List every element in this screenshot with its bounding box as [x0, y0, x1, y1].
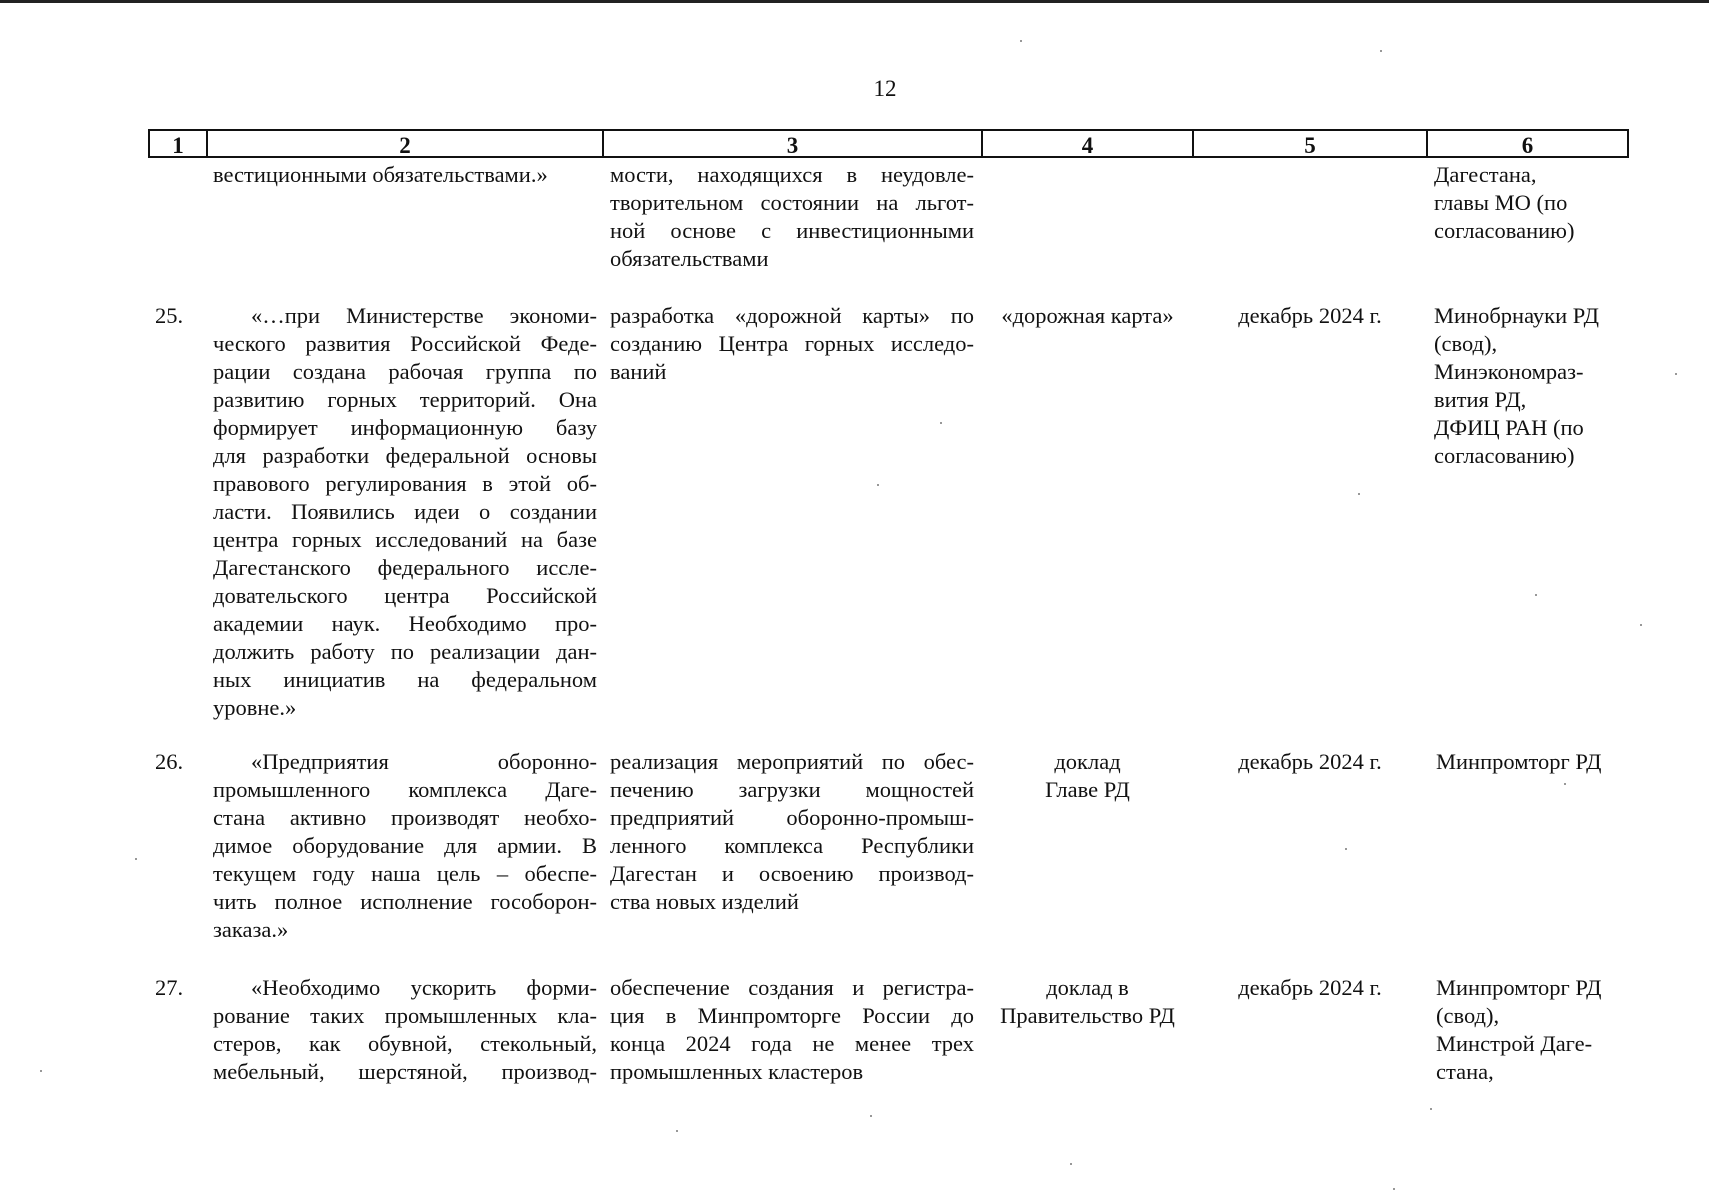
scan-speck	[40, 1070, 42, 1072]
text-line: обеспечение создания и регистра-	[610, 975, 974, 1000]
text-line: вития РД,	[1434, 387, 1527, 412]
row-result	[985, 748, 1190, 804]
text-line: «Необходимо ускорить форми-	[251, 975, 597, 1000]
text-line: стеров, как обувной, стекольный,	[213, 1031, 597, 1056]
text-line: текущем году наша цель – обеспе-	[213, 861, 597, 886]
text-line: развитию горных территорий. Она	[213, 387, 597, 412]
scan-speck	[1070, 1163, 1072, 1165]
row-measure	[610, 302, 974, 386]
row-result	[985, 302, 1190, 330]
text-line: Дагестана,	[1434, 162, 1537, 187]
text-line: творительном состоянии на льгот-	[610, 190, 974, 215]
scan-speck	[1393, 1188, 1395, 1190]
header-col-2: 2	[206, 129, 602, 158]
scan-speck	[1358, 493, 1360, 495]
scan-speck	[940, 422, 942, 424]
text-line: ческого развития Российской Феде-	[213, 331, 597, 356]
text-line: стана,	[1436, 1059, 1494, 1084]
text-line: центра горных исследований на базе	[213, 527, 597, 552]
scan-speck	[1020, 40, 1022, 42]
row-responsible	[1436, 974, 1631, 1086]
scan-speck	[676, 1130, 678, 1132]
text-line: правового регулирования в этой об-	[213, 471, 597, 496]
text-line: должить работу по реализации дан-	[213, 639, 597, 664]
row-measure	[610, 974, 974, 1086]
row-result	[985, 974, 1190, 1030]
text-line: ных инициатив на федеральном	[213, 667, 597, 692]
header-col-6: 6	[1426, 129, 1629, 158]
text-line: рации создана рабочая группа по	[213, 359, 597, 384]
row-responsible	[1434, 302, 1629, 470]
text-line: промышленных кластеров	[610, 1059, 864, 1084]
scan-speck	[877, 484, 879, 486]
row-number: 27.	[155, 975, 184, 1000]
text-line: согласованию)	[1434, 218, 1575, 243]
text-line: Главе РД	[1045, 777, 1130, 802]
text-line: Дагестанского федерального иссле-	[213, 555, 597, 580]
text-line: печению загрузки мощностей	[610, 777, 974, 802]
text-line: «Предприятия оборонно-	[251, 749, 597, 774]
text-line: (свод),	[1436, 1003, 1500, 1028]
text-line: ной основе с инвестиционными	[610, 218, 974, 243]
text-line: Минпромторг РД	[1436, 975, 1602, 1000]
text-line: вестиционными обязательствами.»	[213, 162, 548, 187]
row-measure	[610, 748, 974, 916]
text-line: декабрь 2024 г.	[1238, 303, 1382, 328]
text-line: димое оборудование для армии. В	[213, 833, 597, 858]
text-line: ДФИЦ РАН (по	[1434, 415, 1584, 440]
header-col-1: 1	[148, 129, 206, 158]
row-quote	[213, 974, 597, 1086]
scan-speck	[1564, 783, 1566, 785]
text-line: рование таких промышленных кла-	[213, 1003, 597, 1028]
text-line: (свод),	[1434, 331, 1498, 356]
row-deadline	[1196, 302, 1424, 330]
continuation-measure	[610, 161, 974, 273]
text-line: Дагестан и освоению производ-	[610, 861, 974, 886]
text-line: промышленного комплекса Даге-	[213, 777, 597, 802]
text-line: Правительство РД	[1000, 1003, 1175, 1028]
row-deadline	[1196, 974, 1424, 1002]
text-line: ваний	[610, 359, 667, 384]
page-number: 12	[873, 76, 897, 101]
continuation-responsible	[1434, 161, 1629, 245]
text-line: «…при Министерстве экономи-	[251, 303, 597, 328]
text-line: Минпромторг РД	[1436, 749, 1602, 774]
text-line: мости, находящихся в неудовле-	[610, 162, 974, 187]
scan-top-edge	[0, 0, 1709, 3]
scan-speck	[1345, 848, 1347, 850]
scan-speck	[870, 1115, 872, 1117]
text-line: реализация мероприятий по обес-	[610, 749, 974, 774]
row-quote	[213, 302, 597, 722]
text-line: стана активно производят необхо-	[213, 805, 597, 830]
scan-speck	[1535, 594, 1537, 596]
header-col-3: 3	[602, 129, 981, 158]
scan-speck	[1640, 624, 1642, 626]
scan-speck	[1675, 373, 1677, 375]
row-number: 26.	[155, 749, 184, 774]
scan-speck	[1430, 1108, 1432, 1110]
text-line: созданию Центра горных исследо-	[610, 331, 974, 356]
text-line: согласованию)	[1434, 443, 1575, 468]
text-line: Минстрой Даге-	[1436, 1031, 1593, 1056]
text-line: конца 2024 года не менее трех	[610, 1031, 974, 1056]
header-col-5: 5	[1192, 129, 1426, 158]
text-line: главы МО (по	[1434, 190, 1568, 215]
row-responsible	[1436, 748, 1631, 776]
text-line: доклад в	[1046, 975, 1129, 1000]
scan-speck	[135, 858, 137, 860]
text-line: Минэкономраз-	[1434, 359, 1584, 384]
text-line: заказа.»	[213, 917, 289, 942]
row-quote	[213, 748, 597, 944]
text-line: мебельный, шерстяной, производ-	[213, 1059, 597, 1084]
text-line: для разработки федеральной основы	[213, 443, 597, 468]
scan-speck	[1380, 50, 1382, 52]
text-line: обязательствами	[610, 246, 769, 271]
text-line: «дорожная карта»	[1001, 303, 1174, 328]
text-line: предприятий оборонно-промыш-	[610, 805, 974, 830]
text-line: ленного комплекса Республики	[610, 833, 974, 858]
text-line: чить полное исполнение гособорон-	[213, 889, 597, 914]
text-line: доклад	[1054, 749, 1121, 774]
text-line: ства новых изделий	[610, 889, 799, 914]
text-line: разработка «дорожной карты» по	[610, 303, 974, 328]
text-line: уровне.»	[213, 695, 297, 720]
text-line: декабрь 2024 г.	[1238, 975, 1382, 1000]
text-line: Минобрнауки РД	[1434, 303, 1599, 328]
text-line: декабрь 2024 г.	[1238, 749, 1382, 774]
text-line: довательского центра Российской	[213, 583, 597, 608]
text-line: ласти. Появились идеи о создании	[213, 499, 597, 524]
continuation-quote	[213, 161, 597, 189]
header-col-4: 4	[981, 129, 1192, 158]
text-line: ция в Минпромторге России до	[610, 1003, 974, 1028]
row-deadline	[1196, 748, 1424, 776]
text-line: академии наук. Необходимо про-	[213, 611, 597, 636]
row-number: 25.	[155, 303, 184, 328]
text-line: формирует информационную базу	[213, 415, 597, 440]
